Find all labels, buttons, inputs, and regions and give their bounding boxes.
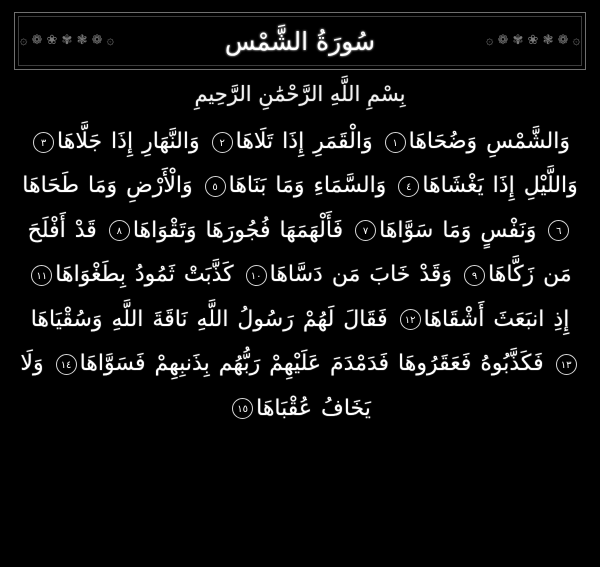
ayah-text: وَالنَّهَارِ إِذَا جَلَّاهَا — [57, 129, 200, 154]
ayah-block — [397, 307, 570, 332]
ayah-container — [12, 120, 588, 431]
ayah-marker: ٣ — [33, 132, 54, 153]
ayah-marker: ٥ — [205, 176, 226, 197]
ayah-block — [28, 262, 233, 287]
ayah-block — [352, 218, 536, 243]
ayah-marker: ٨ — [109, 220, 130, 241]
ayah-marker: ١ — [385, 132, 406, 153]
surah-title: سُورَةُ الشَّمْس — [207, 27, 393, 56]
ayah-marker: ٦ — [548, 220, 569, 241]
ayah-text: قَدْ أَفْلَحَ مَن زَكَّاهَا — [27, 217, 572, 288]
ayah-text: وَالشَّمْسِ وَضُحَاهَا — [408, 129, 570, 154]
ayah-marker: ٧ — [355, 220, 376, 241]
ayah-marker: ١١ — [31, 265, 52, 286]
ayah-marker: ١٢ — [400, 309, 421, 330]
ayah-block — [395, 173, 577, 198]
ayah-text: وَلَا يَخَافُ عُقْبَاهَا — [20, 351, 371, 421]
ayah-text: فَكَذَّبُوهُ فَعَقَرُوهَا فَدَمْدَمَ عَلَيْهِمْ رَبُّهُم بِذَنبِهِمْ فَسَوَّاهَا — [79, 351, 544, 377]
ornament-right-pattern: ۞ ❁ ✾ ❀ ❃ ❁ ۞ — [485, 33, 581, 49]
ayah-text: إِذِ انبَعَثَ أَشْقَاهَا — [423, 306, 570, 332]
ayah-text: وَالسَّمَاءِ وَمَا بَنَاهَا — [228, 173, 387, 199]
ayah-marker: ١٤ — [56, 354, 77, 375]
ayah-text: وَالْقَمَرِ إِذَا تَلَاهَا — [235, 129, 373, 154]
ayah-block — [382, 129, 570, 154]
ayah-block — [243, 262, 452, 287]
basmala-line: بِسْمِ اللَّهِ الرَّحْمَٰنِ الرَّحِيمِ — [194, 82, 406, 106]
ayah-marker: ٤ — [398, 176, 419, 197]
ayah-marker: ١٥ — [232, 398, 253, 419]
ornament-right-icon — [485, 13, 581, 69]
ayah-text: وَاللَّيْلِ إِذَا يَغْشَاهَا — [422, 173, 578, 199]
ayah-text: وَنَفْسٍ وَمَا سَوَّاهَا — [379, 217, 537, 243]
ayah-marker: ١٣ — [556, 354, 577, 375]
ayah-block — [53, 351, 544, 376]
ayah-block — [202, 173, 387, 198]
ayah-marker: ٩ — [464, 265, 485, 286]
ayah-block — [30, 129, 200, 154]
ayah-text: فَأَلْهَمَهَا فُجُورَهَا وَتَقْوَاهَا — [132, 217, 344, 243]
ayah-text: وَالْأَرْضِ وَمَا طَحَاهَا — [22, 173, 193, 199]
ayah-text: كَذَّبَتْ ثَمُودُ بِطَغْوَاهَا — [55, 262, 234, 288]
ayah-text: فَقَالَ لَهُمْ رَسُولُ اللَّهِ نَاقَةَ اللَّهِ وَسُقْيَاهَا — [30, 306, 388, 332]
ayah-marker: ١٠ — [246, 265, 267, 286]
ayah-block — [106, 218, 343, 243]
ayah-text: وَقَدْ خَابَ مَن دَسَّاهَا — [269, 262, 453, 288]
ayah-block — [209, 129, 373, 154]
surah-header-band — [14, 12, 586, 70]
ornament-left-icon — [19, 13, 115, 69]
ayah-marker: ٢ — [212, 132, 233, 153]
ornament-left-pattern: ۞ ❁ ❀ ✾ ❃ ❁ ۞ — [19, 33, 115, 49]
